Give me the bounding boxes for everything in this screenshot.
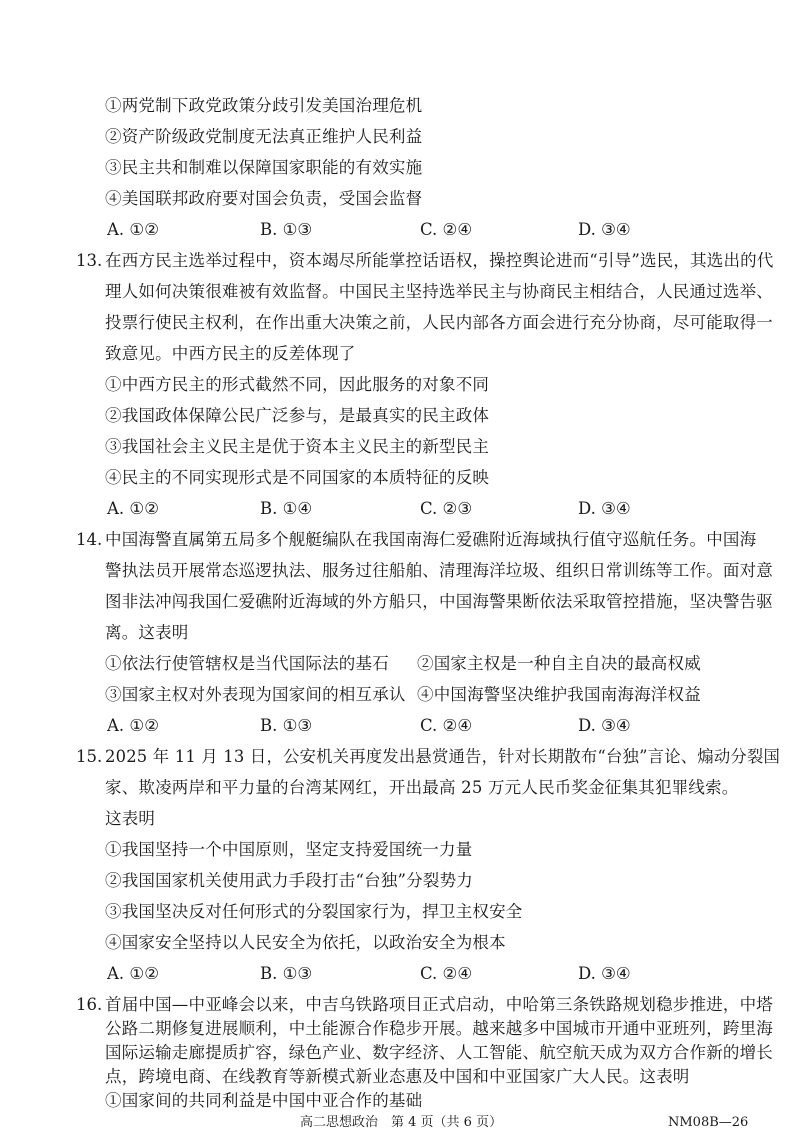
page-footer: 高二思想政治 第 4 页（共 6 页） <box>300 1115 503 1130</box>
question-stem: 首届中国—中亚峰会以来，中吉乌铁路项目正式启动，中哈第三条铁路规划稳步推进，中塔 <box>105 995 773 1014</box>
question-stem: 点，跨境电商、在线教育等新模式新业态惠及中国和中亚国家广大人民。这表明 <box>105 1067 690 1086</box>
option-item: ①依法行使管辖权是当代国际法的基石 <box>105 654 389 673</box>
choice-d: D. ③④ <box>578 220 631 239</box>
question-stem: 2025 年 11 月 13 日，公安机关再度发出悬赏通告，针对长期散布“台独”言论、煽动分裂国 <box>105 747 781 766</box>
question-number: 15. <box>76 747 103 766</box>
question-stem: 离。这表明 <box>105 623 189 642</box>
choice-b: B. ①③ <box>260 220 313 239</box>
question-stem: 警执法员开展常态巡逻执法、服务过往船舶、清理海洋垃圾、组织日常训练等工作。面对意 <box>105 561 773 580</box>
question-number: 16. <box>76 995 103 1014</box>
option-item: ③民主共和制难以保障国家职能的有效实施 <box>105 158 423 177</box>
choice-c: C. ②④ <box>420 716 473 735</box>
question-number: 14. <box>76 530 103 549</box>
option-item: ③我国坚决反对任何形式的分裂国家行为，捍卫主权安全 <box>105 902 523 921</box>
choice-d: D. ③④ <box>578 716 631 735</box>
option-item: ④国家安全坚持以人民安全为依托，以政治安全为根本 <box>105 933 506 952</box>
option-item: ①国家间的共同利益是中国中亚合作的基础 <box>105 1091 423 1110</box>
option-item: ②我国国家机关使用武力手段打击“台独”分裂势力 <box>105 871 473 890</box>
choice-b: B. ①③ <box>260 964 313 983</box>
option-item: ③我国社会主义民主是优于资本主义民主的新型民主 <box>105 437 490 456</box>
choice-b: B. ①④ <box>260 499 313 518</box>
choice-c: C. ②④ <box>420 220 473 239</box>
question-stem: 国际运输走廊提质扩容，绿色产业、数字经济、人工智能、航空航天成为双方合作新的增长 <box>105 1043 773 1062</box>
option-item: ①中西方民主的形式截然不同，因此服务的对象不同 <box>105 375 490 394</box>
question-stem: 这表明 <box>105 809 156 828</box>
option-item: ①两党制下政党政策分歧引发美国治理危机 <box>105 96 423 115</box>
choice-d: D. ③④ <box>578 499 631 518</box>
option-item: ③国家主权对外表现为国家间的相互承认 <box>105 685 406 704</box>
choice-b: B. ①③ <box>260 716 313 735</box>
option-item: ④美国联邦政府要对国会负责，受国会监督 <box>105 189 423 208</box>
choice-c: C. ②③ <box>420 499 473 518</box>
question-stem: 公路二期修复进展顺利，中土能源合作稳步开展。越来越多中国城市开通中亚班列，跨里海 <box>105 1019 773 1038</box>
option-item: ②资产阶级政党制度无法真正维护人民利益 <box>105 127 423 146</box>
choice-a: A. ①② <box>107 964 159 983</box>
question-number: 13. <box>76 251 103 270</box>
choice-a: A. ①② <box>107 499 159 518</box>
question-stem: 中国海警直属第五局多个舰艇编队在我国南海仁爱礁附近海域执行值守巡航任务。中国海 <box>105 530 757 549</box>
question-stem: 图非法冲闯我国仁爱礁附近海域的外方船只，中国海警果断依法采取管控措施，坚决警告驱 <box>105 592 773 611</box>
paper-code: NM08B—26 <box>668 1115 749 1130</box>
question-stem: 在西方民主选举过程中，资本竭尽所能掌控话语权，操控舆论进而“引导”选民，其选出的代 <box>105 251 774 270</box>
option-item: ②国家主权是一种自主自决的最高权威 <box>417 654 701 673</box>
question-stem: 理人如何决策很难被有效监督。中国民主坚持选举民主与协商民主相结合，人民通过选举、 <box>105 282 773 301</box>
question-stem: 致意见。中西方民主的反差体现了 <box>105 344 356 363</box>
choice-a: A. ①② <box>107 220 159 239</box>
choice-d: D. ③④ <box>578 964 631 983</box>
option-item: ④中国海警坚决维护我国南海海洋权益 <box>417 685 701 704</box>
choice-c: C. ②④ <box>420 964 473 983</box>
question-stem: 投票行使民主权利，在作出重大决策之前，人民内部各方面会进行充分协商，尽可能取得一 <box>105 313 773 332</box>
option-item: ②我国政体保障公民广泛参与，是最真实的民主政体 <box>105 406 490 425</box>
option-item: ④民主的不同实现形式是不同国家的本质特征的反映 <box>105 468 490 487</box>
question-stem: 家、欺凌两岸和平力量的台湾某网红，开出最高 25 万元人民币奖金征集其犯罪线索。 <box>105 778 739 797</box>
option-item: ①我国坚持一个中国原则，坚定支持爱国统一力量 <box>105 840 473 859</box>
choice-a: A. ①② <box>107 716 159 735</box>
